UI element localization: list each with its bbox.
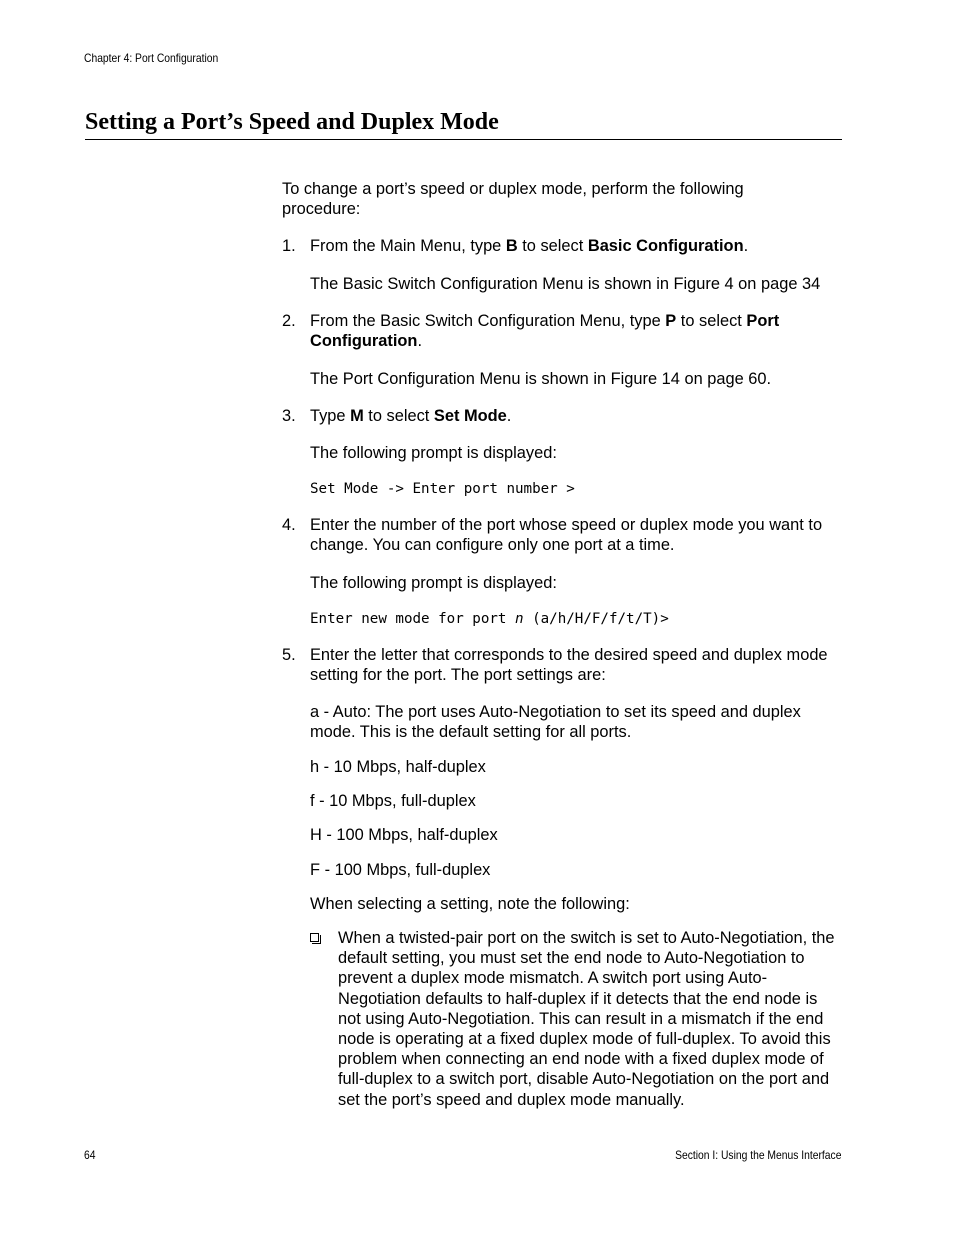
running-head: Chapter 4: Port Configuration bbox=[84, 51, 219, 65]
title-rule bbox=[85, 139, 842, 140]
bullet-paragraph: When a twisted-pair port on the switch is set to Auto-Negotiation, the default setting, you must set the end node to Auto-Negotiation to prevent a duplex mode mismatch. A switch port using Auto-Negotiation defaults to half-duplex if it detects that the end node is not using Auto-Negotiation. This can result in a mismatch if the end node is operating at a fixed duplex mode of full-duplex. To avoid this problem when connecting an end node with a fixed duplex mode of full-duplex to a switch port, disable Auto-Negotiation on the port and set the port’s speed and duplex mode manually. bbox=[338, 929, 835, 1109]
step-3-number: 3. bbox=[282, 407, 296, 425]
step-1-text: From the Main Menu, type B to select Basic Configuration. bbox=[310, 237, 749, 255]
section-title: Setting a Port’s Speed and Duplex Mode bbox=[85, 109, 499, 135]
step-1-note: The Basic Switch Configuration Menu is shown in Figure 4 on page 34 bbox=[310, 275, 821, 293]
step-4-number: 4. bbox=[282, 516, 296, 534]
setting-100-half: H - 100 Mbps, half-duplex bbox=[310, 826, 498, 844]
setting-10-full: f - 10 Mbps, full-duplex bbox=[310, 792, 476, 810]
intro-paragraph: To change a port’s speed or duplex mode, perform the following procedure: bbox=[282, 180, 744, 219]
checkbox-bullet-icon bbox=[310, 933, 319, 942]
step-2-text: From the Basic Switch Configuration Menu, type P to select Port Configuration. bbox=[310, 312, 780, 351]
setting-auto: a - Auto: The port uses Auto-Negotiation to set its speed and duplex mode. This is the default setting for all ports. bbox=[310, 703, 801, 742]
step-5-text: Enter the letter that corresponds to the desired speed and duplex mode setting for the port. The port settings are: bbox=[310, 646, 828, 685]
step-4-text: Enter the number of the port whose speed or duplex mode you want to change. You can configure only one port at a time. bbox=[310, 516, 823, 555]
step-1-number: 1. bbox=[282, 237, 296, 255]
setting-100-full: F - 100 Mbps, full-duplex bbox=[310, 861, 491, 879]
step-5-number: 5. bbox=[282, 646, 296, 664]
step-2-note: The Port Configuration Menu is shown in Figure 14 on page 60. bbox=[310, 370, 772, 388]
step-3-prompt: Set Mode -> Enter port number > bbox=[310, 481, 575, 497]
step-5-note: When selecting a setting, note the following: bbox=[310, 895, 630, 913]
step-3-note: The following prompt is displayed: bbox=[310, 444, 557, 462]
setting-10-half: h - 10 Mbps, half-duplex bbox=[310, 758, 486, 776]
step-2-number: 2. bbox=[282, 312, 296, 330]
page-number: 64 bbox=[84, 1148, 96, 1162]
footer-section: Section I: Using the Menus Interface bbox=[674, 1148, 841, 1162]
step-4-prompt: Enter new mode for port n (a/h/H/F/f/t/T)> bbox=[310, 611, 669, 627]
step-3-text: Type M to select Set Mode. bbox=[310, 407, 512, 425]
step-4-note: The following prompt is displayed: bbox=[310, 574, 557, 592]
